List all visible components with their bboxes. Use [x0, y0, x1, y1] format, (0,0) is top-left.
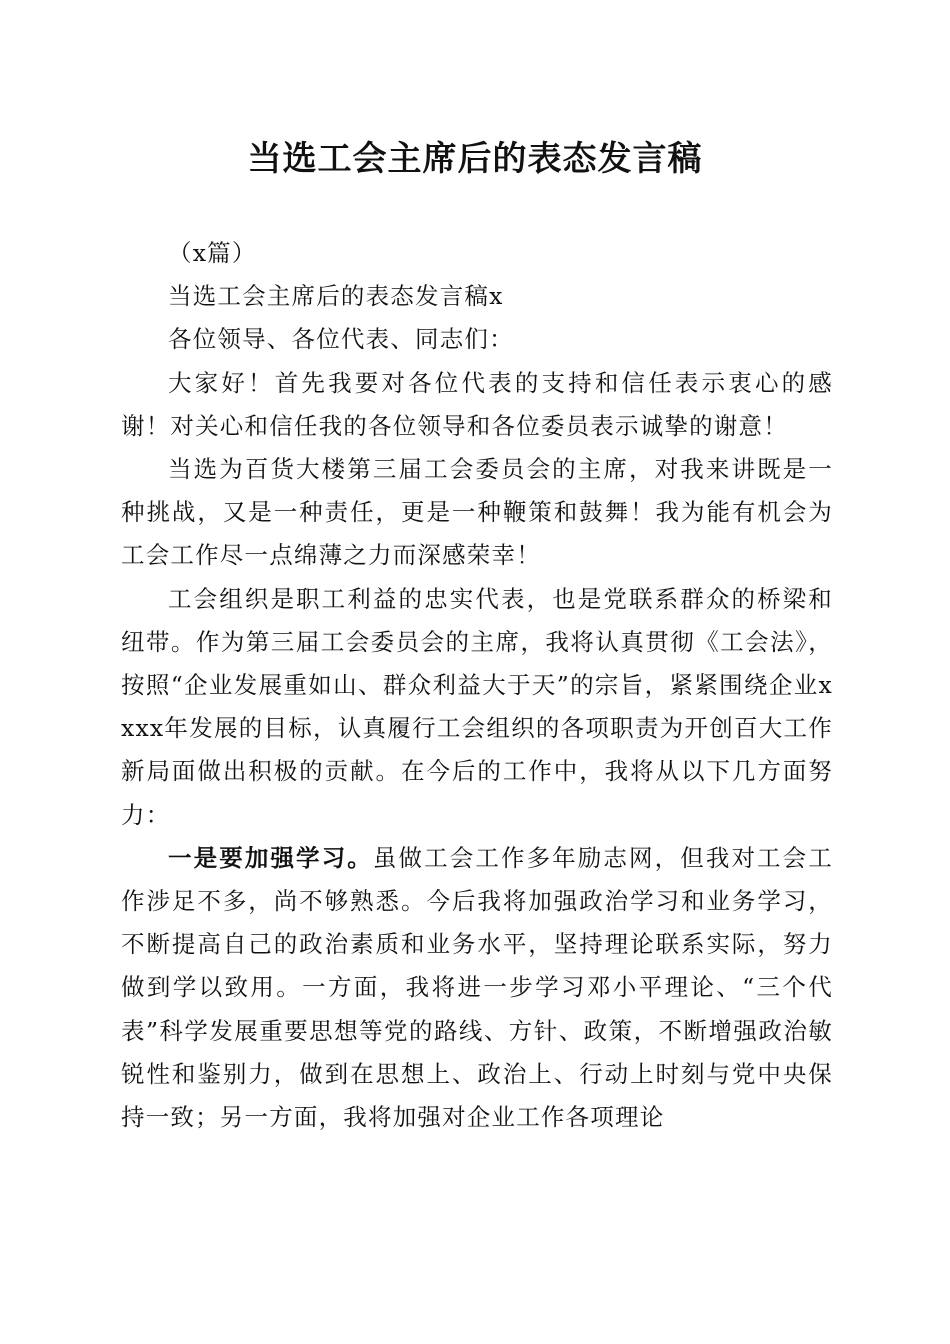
paragraph-thanks: 大家好！首先我要对各位代表的支持和信任表示衷心的感谢！对关心和信任我的各位领导和各位委员表示诚挚的谢意！ — [121, 368, 833, 440]
study-lead: 一是要加强学习。 — [168, 843, 373, 872]
paragraph-election: 当选为百货大楼第三届工会委员会的主席，对我来讲既是一种挑战，又是一种责任，更是一种鞭策和鼓舞！我为能有机会为工会工作尽一点绵薄之力而深感荣幸！ — [121, 455, 833, 570]
paragraph-salutation: 各位领导、各位代表、同志们： — [168, 325, 514, 354]
paragraph-study — [121, 837, 833, 1139]
document-title: 当选工会主席后的表态发言稿 — [247, 139, 703, 179]
paragraph-union-role: 工会组织是职工利益的忠实代表，也是党联系群众的桥梁和纽带。作为第三届工会委员会的主席，我将认真贯彻《工会法》，按照“企业发展重如山、群众利益大于天”的宗旨，紧紧围绕企业xxxx年发展的目标，认真履行工会组织的各项职责为开创百大工作新局面做出积极的贡献。在今后的工作中，我将从以下几方面努力： — [121, 584, 833, 829]
document-body — [121, 232, 833, 1139]
paragraph-subtitle: 当选工会主席后的表态发言稿x — [168, 282, 504, 311]
study-text: 虽做工会工作多年励志网，但我对工会工作涉足不多，尚不够熟悉。今后我将加强政治学习和业务学习，不断提高自己的政治素质和业务水平，坚持理论联系实际，努力做到学以致用。一方面，我将进一步学习邓小平理论、“三个代表”科学发展重要思想等党的路线、方针、政策，不断增强政治敏锐性和鉴别力，做到在思想上、政治上、行动上时刻与党中央保持一致；另一方面，我将加强对企业工作各项理论 — [121, 843, 833, 1132]
paragraph-volume-note: （x篇） — [168, 239, 257, 267]
